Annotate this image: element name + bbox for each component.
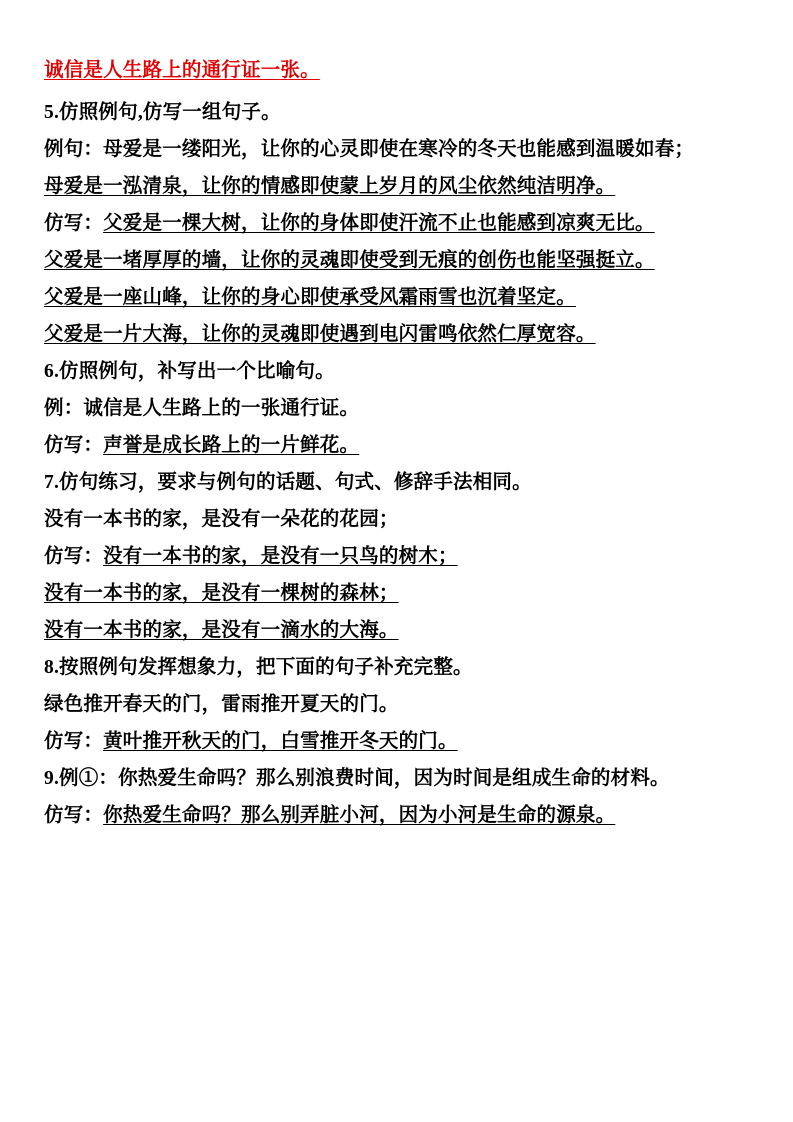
answer-text: 父爱是一座山峰，让你的身心即使承受风霜雨雪也沉着坚定。 [44, 287, 576, 308]
question-5-answer-2 [44, 242, 749, 279]
question-6-title-text: 6.仿照例句，补写出一个比喻句。 [44, 361, 335, 382]
answer-label: 仿写： [44, 546, 104, 567]
question-5-example-2 [44, 168, 749, 205]
example-text: 绿色推开春天的门，雷雨推开夏天的门。 [44, 694, 399, 715]
question-5-answer-3 [44, 279, 749, 316]
answer-text: 你热爱生命吗？那么别弄脏小河，因为小河是生命的源泉。 [103, 805, 616, 826]
answer-text: 没有一本书的家，是没有一只鸟的树木； [103, 546, 458, 567]
question-7-title-text: 7.仿句练习，要求与例句的话题、句式、修辞手法相同。 [44, 472, 532, 493]
answer-text: 没有一本书的家，是没有一棵树的森林； [44, 583, 399, 604]
example-text: 没有一本书的家，是没有一朵花的花园； [44, 509, 399, 530]
question-8-example-1 [44, 686, 749, 723]
question-5-example-1 [44, 131, 749, 168]
question-5-title [44, 94, 749, 131]
question-8-answer-1 [44, 723, 749, 760]
answer-label: 仿写： [44, 731, 104, 752]
question-8-title-text: 8.按照例句发挥想象力，把下面的句子补充完整。 [44, 657, 473, 678]
question-7-example-1 [44, 501, 749, 538]
example-text: 诚信是人生路上的一张通行证。 [83, 398, 360, 419]
example-text: 母爱是一缕阳光，让你的心灵即使在寒冷的冬天也能感到温暖如春； [103, 139, 695, 160]
question-5-title-text: 5.仿照例句,仿写一组句子。 [44, 102, 281, 123]
answer-label: 仿写： [44, 213, 104, 234]
answer-text: 声誉是成长路上的一片鲜花。 [103, 435, 360, 456]
answer-text: 父爱是一棵大树，让你的身体即使汗流不止也能感到凉爽无比。 [103, 213, 655, 234]
heading-text: 诚信是人生路上的通行证一张。 [44, 60, 320, 81]
answer-text: 父爱是一堵厚厚的墙，让你的灵魂即使受到无痕的创伤也能坚强挺立。 [44, 250, 655, 271]
answer-text: 黄叶推开秋天的门，白雪推开冬天的门。 [103, 731, 458, 752]
question-7-title [44, 464, 749, 501]
answer-text: 父爱是一片大海，让你的灵魂即使遇到电闪雷鸣依然仁厚宽容。 [44, 324, 596, 345]
question-9-title [44, 760, 749, 797]
question-6-example-1 [44, 390, 749, 427]
example-label: 例： [44, 398, 84, 419]
question-5-answer-4 [44, 316, 749, 353]
question-7-answer-2 [44, 575, 749, 612]
answer-label: 仿写： [44, 435, 104, 456]
question-6-title [44, 353, 749, 390]
question-7-answer-3 [44, 612, 749, 649]
question-9-answer-1 [44, 797, 749, 834]
document-heading [44, 52, 749, 89]
example-text: 母爱是一泓清泉，让你的情感即使蒙上岁月的风尘依然纯洁明净。 [44, 176, 616, 197]
example-label: 例句： [44, 139, 104, 160]
question-6-answer-1 [44, 427, 749, 464]
question-8-title [44, 649, 749, 686]
question-7-answer-1 [44, 538, 749, 575]
answer-label: 仿写： [44, 805, 104, 826]
answer-text: 没有一本书的家，是没有一滴水的大海。 [44, 620, 399, 641]
question-9-title-text: 9.例①：你热爱生命吗？那么别浪费时间，因为时间是组成生命的材料。 [44, 768, 670, 789]
question-5-answer-1 [44, 205, 749, 242]
